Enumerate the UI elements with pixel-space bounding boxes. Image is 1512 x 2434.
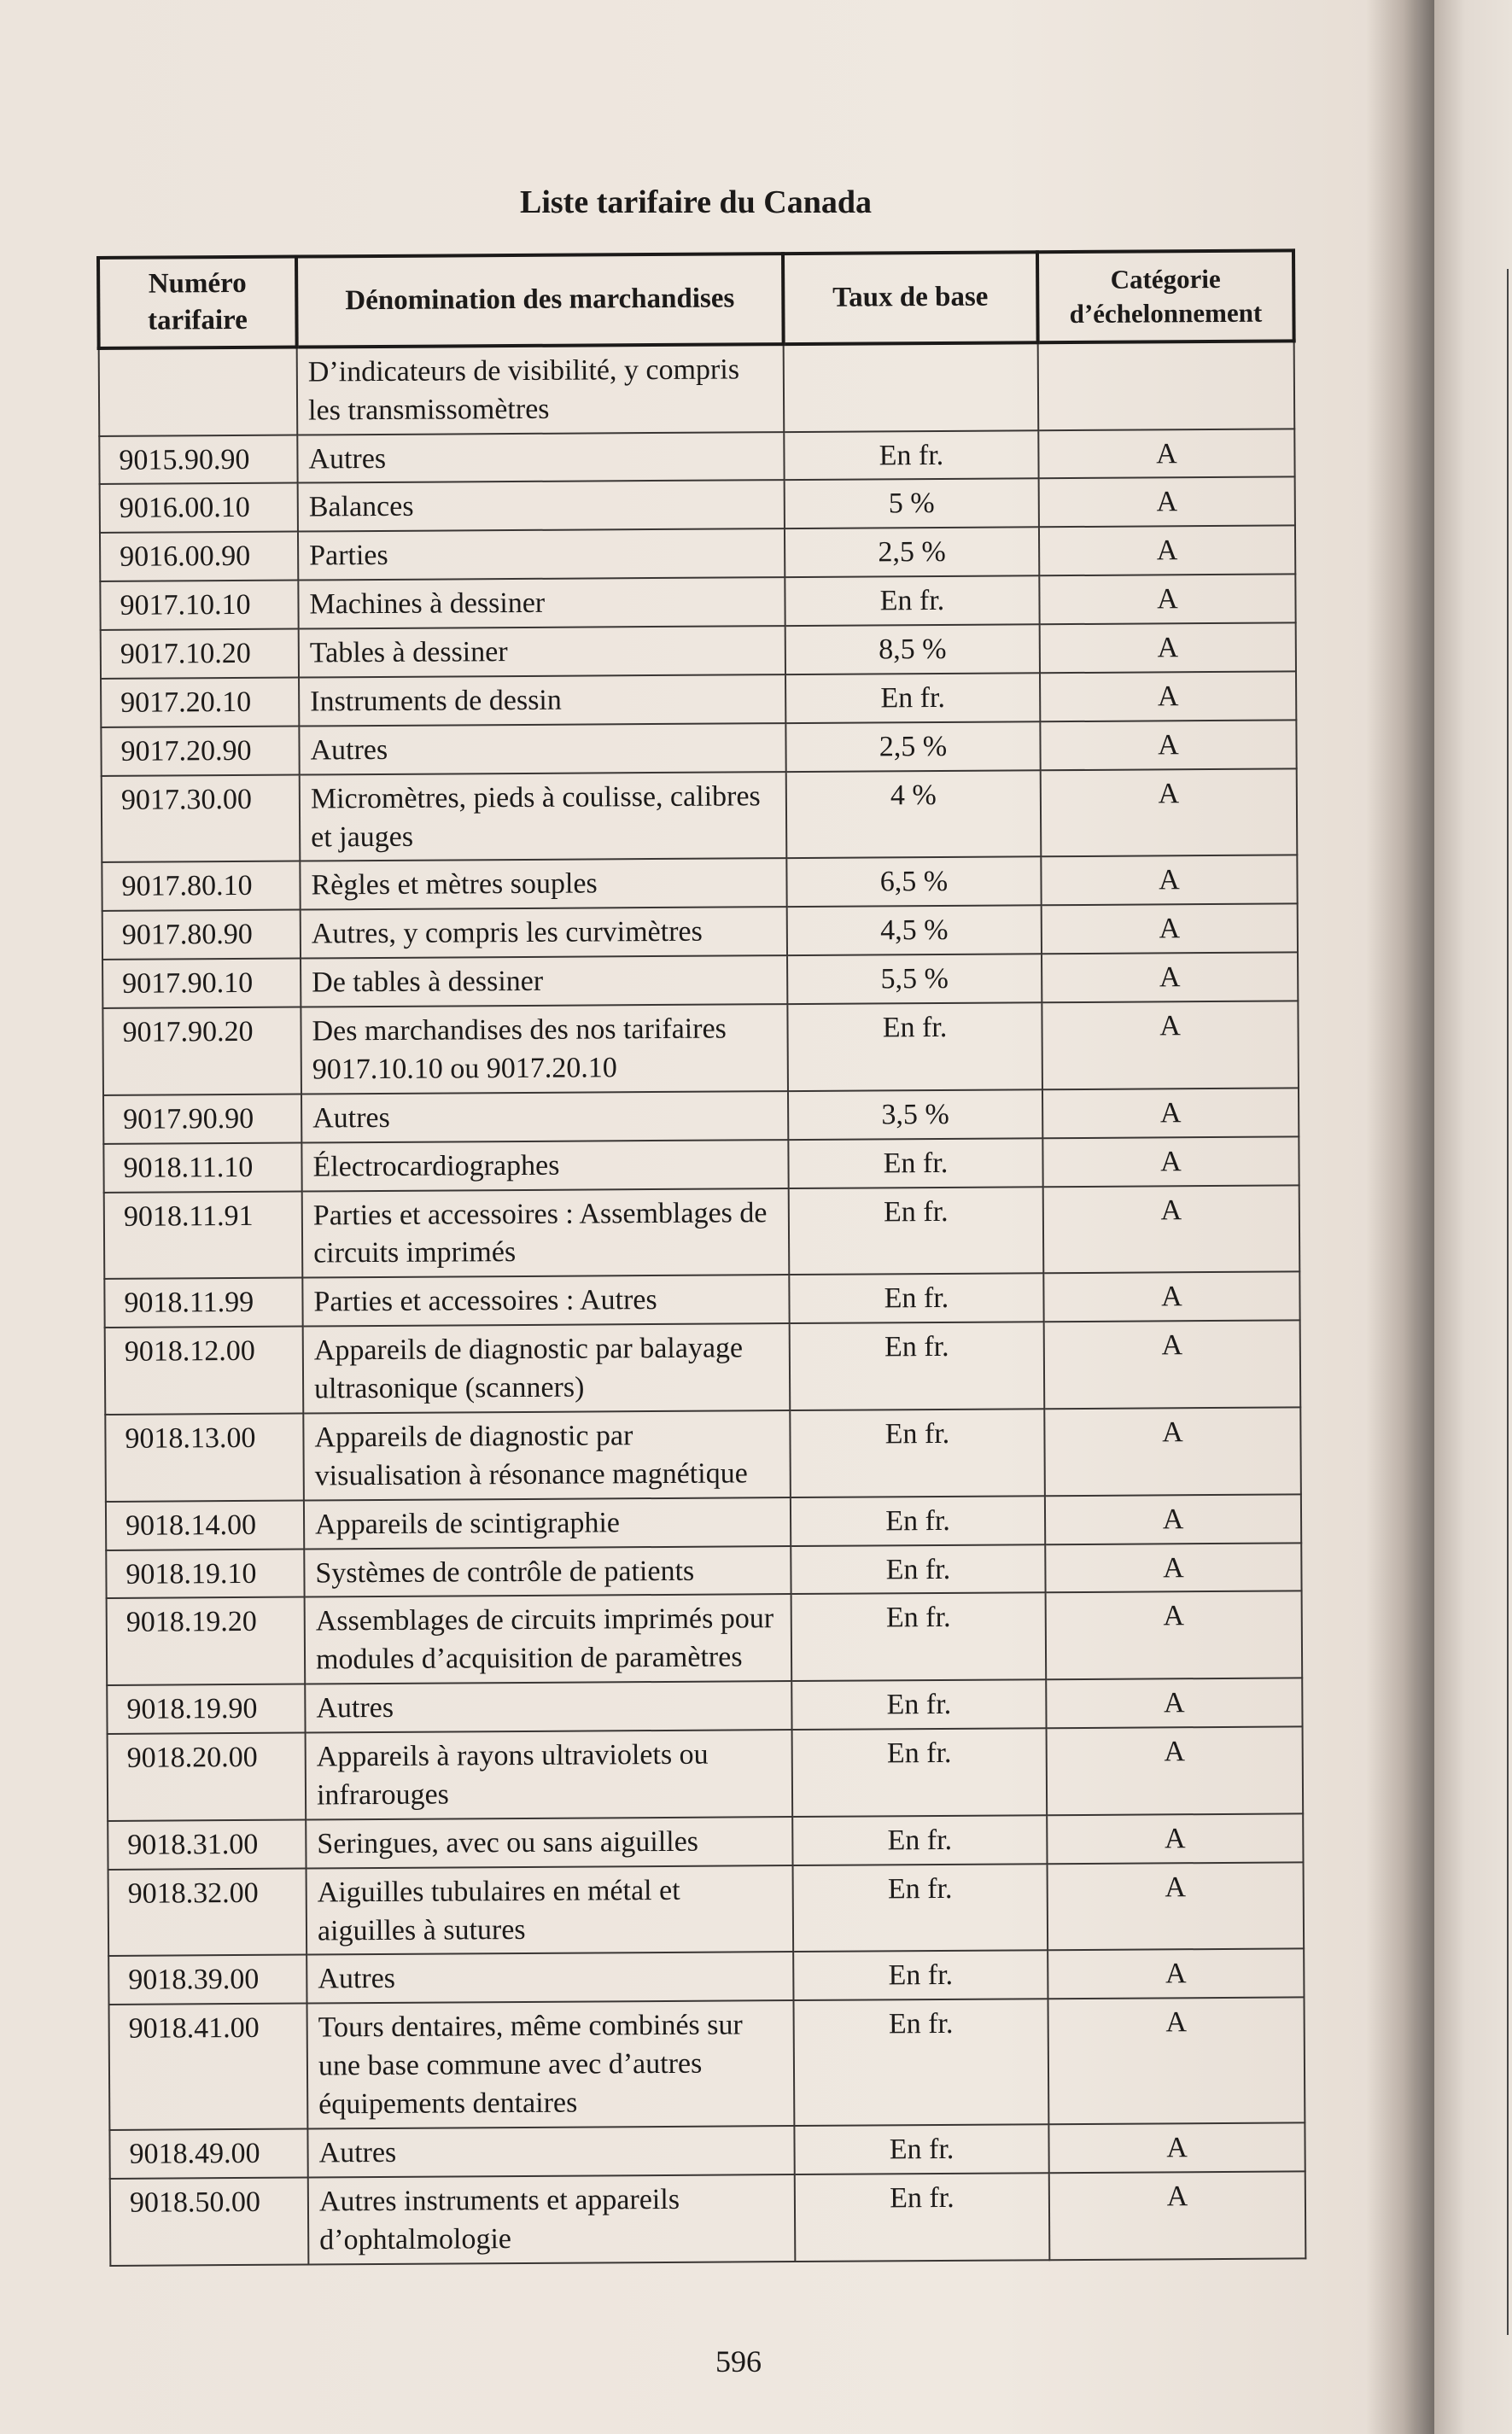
staging-category-cell: A bbox=[1045, 1543, 1301, 1593]
description-cell: Seringues, avec ou sans aiguilles bbox=[306, 1817, 792, 1868]
staging-category-cell: A bbox=[1048, 2122, 1305, 2173]
table-row bbox=[101, 622, 1296, 678]
staging-category-cell: A bbox=[1042, 904, 1298, 954]
table-row bbox=[99, 341, 1295, 435]
tariff-number-cell: 9017.10.20 bbox=[101, 629, 299, 679]
table-row bbox=[108, 1862, 1305, 1956]
base-rate-cell: En fr. bbox=[793, 1864, 1048, 1952]
description-cell: Autres bbox=[307, 2126, 794, 2177]
description-cell: Tours dentaires, même combinés sur une base commune avec d’autres équipements dentaires bbox=[307, 2000, 795, 2128]
table-row bbox=[105, 1407, 1301, 1501]
header-denomination: Dénomination des marchandises bbox=[296, 254, 784, 347]
table-row bbox=[99, 429, 1294, 484]
base-rate-cell: En fr. bbox=[785, 575, 1039, 626]
tariff-number-cell: 9017.90.90 bbox=[103, 1094, 301, 1143]
staging-category-cell: A bbox=[1048, 1998, 1305, 2124]
table-row bbox=[108, 1949, 1304, 2005]
description-cell: Appareils de scintigraphie bbox=[304, 1497, 791, 1549]
description-cell: Parties bbox=[298, 528, 785, 580]
base-rate-cell: En fr. bbox=[787, 1002, 1042, 1091]
description-cell: Appareils de diagnostic par balayage ultrasonique (scanners) bbox=[303, 1323, 791, 1413]
table-row bbox=[101, 671, 1296, 727]
tariff-number-cell: 9018.12.00 bbox=[105, 1327, 304, 1415]
table-row bbox=[104, 1185, 1300, 1279]
tariff-number-cell: 9018.20.00 bbox=[108, 1733, 306, 1821]
description-cell: Parties et accessoires : Autres bbox=[302, 1275, 789, 1326]
table-row bbox=[100, 575, 1295, 630]
staging-category-cell: A bbox=[1048, 1949, 1304, 1999]
staging-category-cell: A bbox=[1049, 2171, 1306, 2260]
description-cell: Assemblages de circuits imprimés pour modules d’acquisition de paramètres bbox=[305, 1594, 792, 1684]
table-row bbox=[103, 1088, 1299, 1143]
staging-category-cell: A bbox=[1038, 429, 1294, 479]
base-rate-cell: 4,5 % bbox=[787, 906, 1042, 956]
tariff-number-cell: 9017.30.00 bbox=[102, 774, 301, 862]
tariff-number-cell: 9018.39.00 bbox=[108, 1955, 306, 2005]
description-cell: Aiguilles tubulaires en métal et aiguilles à sutures bbox=[306, 1865, 794, 1955]
tariff-number-cell: 9018.14.00 bbox=[106, 1500, 304, 1550]
tariff-number-cell: 9018.11.99 bbox=[104, 1278, 302, 1328]
table-row bbox=[100, 526, 1295, 581]
staging-category-cell: A bbox=[1047, 1726, 1304, 1815]
base-rate-cell: En fr. bbox=[791, 1496, 1045, 1546]
base-rate-cell: 2,5 % bbox=[785, 721, 1040, 772]
staging-category-cell: A bbox=[1042, 1001, 1299, 1089]
base-rate-cell: 5,5 % bbox=[787, 954, 1042, 1004]
staging-category-cell: A bbox=[1039, 477, 1295, 528]
base-rate-cell: 8,5 % bbox=[785, 624, 1040, 674]
staging-category-cell: A bbox=[1039, 526, 1295, 576]
tariff-number-cell: 9017.10.10 bbox=[100, 581, 298, 630]
base-rate-cell: En fr. bbox=[791, 1593, 1047, 1682]
base-rate-cell: En fr. bbox=[795, 2173, 1050, 2262]
page-number: 596 bbox=[715, 2344, 762, 2379]
description-cell: Règles et mètres souples bbox=[300, 858, 786, 909]
header-taux-de-base: Taux de base bbox=[783, 252, 1038, 344]
base-rate-cell: 5 % bbox=[785, 479, 1039, 529]
tariff-number-cell: 9018.50.00 bbox=[110, 2177, 309, 2265]
staging-category-cell: A bbox=[1042, 1136, 1299, 1187]
staging-category-cell: A bbox=[1041, 855, 1297, 906]
table-row bbox=[109, 1998, 1305, 2130]
description-cell: Autres, y compris les curvimètres bbox=[301, 907, 787, 958]
base-rate-cell bbox=[784, 342, 1039, 432]
table-row bbox=[107, 1678, 1302, 1734]
staging-category-cell: A bbox=[1047, 1813, 1303, 1864]
tariff-number-cell: 9017.80.10 bbox=[102, 861, 300, 911]
description-cell: D’indicateurs de visibilité, y compris les transmissomètres bbox=[297, 344, 785, 435]
staging-category-cell: A bbox=[1044, 1407, 1301, 1496]
tariff-number-cell: 9016.00.90 bbox=[100, 532, 298, 581]
base-rate-cell: En fr. bbox=[793, 1999, 1048, 2126]
staging-category-cell bbox=[1038, 341, 1295, 430]
base-rate-cell: En fr. bbox=[789, 1187, 1044, 1275]
description-cell: Autres instruments et appareils d’ophtalmologie bbox=[308, 2174, 796, 2264]
tariff-number-cell: 9018.19.20 bbox=[107, 1597, 306, 1685]
tariff-number-cell: 9018.49.00 bbox=[109, 2128, 307, 2178]
base-rate-cell: En fr. bbox=[791, 1679, 1046, 1730]
table-row bbox=[108, 1813, 1303, 1869]
table-row bbox=[107, 1591, 1303, 1685]
description-cell: Parties et accessoires : Assemblages de circuits imprimés bbox=[302, 1188, 790, 1278]
staging-category-cell: A bbox=[1040, 622, 1296, 673]
header-categorie: Catégorie d’échelonnement bbox=[1037, 250, 1294, 342]
table-row bbox=[105, 1321, 1301, 1415]
staging-category-cell: A bbox=[1043, 1272, 1299, 1322]
tariff-number-cell: 9017.90.10 bbox=[102, 959, 301, 1008]
table-row bbox=[108, 1726, 1304, 1820]
table-row bbox=[110, 2171, 1306, 2265]
description-cell: Appareils de diagnostic par visualisation à résonance magnétique bbox=[303, 1410, 791, 1500]
description-cell: Instruments de dessin bbox=[299, 674, 785, 726]
adjacent-page bbox=[1434, 0, 1512, 2434]
tariff-number-cell: 9018.11.91 bbox=[104, 1191, 303, 1279]
description-cell: Systèmes de contrôle de patients bbox=[304, 1546, 791, 1597]
tariff-number-cell: 9015.90.90 bbox=[99, 435, 297, 484]
description-cell: Des marchandises des nos tarifaires 9017.10.10 ou 9017.20.10 bbox=[301, 1004, 788, 1094]
description-cell: Autres bbox=[301, 1091, 788, 1142]
tariff-number-cell: 9017.90.20 bbox=[102, 1007, 301, 1095]
adjacent-page-table-edge bbox=[1507, 269, 1512, 2335]
description-cell: Autres bbox=[299, 723, 785, 774]
tariff-number-cell: 9018.13.00 bbox=[105, 1413, 304, 1501]
book-spine-shadow bbox=[1366, 0, 1434, 2434]
description-cell: De tables à dessiner bbox=[301, 955, 787, 1007]
description-cell: Autres bbox=[297, 432, 784, 483]
description-cell: Tables à dessiner bbox=[299, 626, 785, 677]
staging-category-cell: A bbox=[1040, 720, 1296, 770]
description-cell: Autres bbox=[306, 1952, 793, 2003]
table-body bbox=[99, 341, 1306, 2265]
base-rate-cell: En fr. bbox=[790, 1409, 1045, 1497]
base-rate-cell: En fr. bbox=[794, 2124, 1048, 2174]
staging-category-cell: A bbox=[1045, 1494, 1301, 1544]
base-rate-cell: En fr. bbox=[792, 1815, 1047, 1865]
base-rate-cell: 4 % bbox=[786, 770, 1042, 859]
base-rate-cell: En fr. bbox=[788, 1138, 1042, 1188]
tariff-number-cell: 9018.41.00 bbox=[109, 2004, 308, 2130]
base-rate-cell: En fr. bbox=[790, 1322, 1045, 1410]
table-row bbox=[102, 855, 1297, 911]
tariff-number-cell bbox=[99, 347, 298, 435]
description-cell: Micromètres, pieds à coulisse, calibres et jauges bbox=[300, 772, 787, 861]
tariff-number-cell: 9017.20.90 bbox=[101, 726, 299, 775]
table-row bbox=[101, 720, 1296, 775]
table-row bbox=[106, 1494, 1301, 1550]
staging-category-cell: A bbox=[1040, 671, 1296, 721]
description-cell: Électrocardiographes bbox=[301, 1140, 788, 1191]
header-numero-tarifaire: Numéro tarifaire bbox=[98, 257, 297, 348]
tariff-table bbox=[96, 248, 1307, 2266]
base-rate-cell: 2,5 % bbox=[785, 528, 1039, 578]
description-cell: Machines à dessiner bbox=[298, 577, 785, 628]
staging-category-cell: A bbox=[1048, 1862, 1305, 1951]
staging-category-cell: A bbox=[1042, 1088, 1299, 1138]
table-row bbox=[102, 768, 1298, 862]
table-row bbox=[106, 1543, 1301, 1598]
tariff-number-cell: 9017.80.90 bbox=[102, 910, 301, 960]
description-cell: Autres bbox=[305, 1681, 791, 1732]
base-rate-cell: En fr. bbox=[784, 430, 1038, 481]
staging-category-cell: A bbox=[1046, 1591, 1303, 1680]
tariff-number-cell: 9018.11.10 bbox=[103, 1142, 301, 1192]
tariff-number-cell: 9018.31.00 bbox=[108, 1819, 306, 1869]
base-rate-cell: 3,5 % bbox=[788, 1089, 1042, 1140]
base-rate-cell: En fr. bbox=[791, 1544, 1045, 1595]
base-rate-cell: En fr. bbox=[785, 673, 1040, 723]
staging-category-cell: A bbox=[1041, 768, 1298, 857]
page-title: Liste tarifaire du Canada bbox=[519, 184, 873, 220]
tariff-number-cell: 9016.00.10 bbox=[100, 483, 298, 533]
table-header-row bbox=[98, 250, 1294, 347]
table-row bbox=[104, 1272, 1299, 1328]
table-row bbox=[103, 1136, 1299, 1192]
tariff-table-container bbox=[96, 248, 1304, 2266]
base-rate-cell: 6,5 % bbox=[786, 857, 1041, 908]
base-rate-cell: En fr. bbox=[792, 1728, 1048, 1817]
table-row bbox=[109, 2122, 1305, 2178]
table-row bbox=[100, 477, 1295, 533]
base-rate-cell: En fr. bbox=[793, 1951, 1048, 2001]
staging-category-cell: A bbox=[1043, 1185, 1300, 1274]
staging-category-cell: A bbox=[1046, 1678, 1302, 1729]
tariff-number-cell: 9017.20.10 bbox=[101, 677, 299, 727]
tariff-number-cell: 9018.19.10 bbox=[106, 1549, 304, 1598]
description-cell: Balances bbox=[298, 480, 785, 531]
base-rate-cell: En fr. bbox=[789, 1274, 1043, 1324]
table-row bbox=[102, 904, 1298, 960]
staging-category-cell: A bbox=[1044, 1321, 1301, 1410]
table-row bbox=[102, 1001, 1299, 1094]
staging-category-cell: A bbox=[1042, 953, 1298, 1003]
tariff-number-cell: 9018.32.00 bbox=[108, 1868, 307, 1956]
staging-category-cell: A bbox=[1039, 575, 1295, 625]
tariff-number-cell: 9018.19.90 bbox=[107, 1684, 305, 1734]
table-row bbox=[102, 953, 1298, 1008]
description-cell: Appareils à rayons ultraviolets ou infrarouges bbox=[306, 1730, 793, 1819]
